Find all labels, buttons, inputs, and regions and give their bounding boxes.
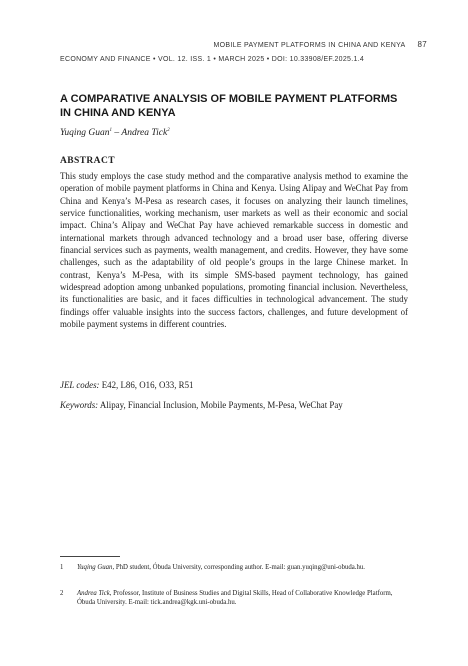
author-2: Andrea Tick	[121, 128, 168, 139]
footnote-text	[77, 589, 408, 607]
author-1-footnote-mark: 1	[109, 128, 113, 133]
page-number: 87	[417, 40, 427, 49]
footnote-2	[60, 589, 408, 607]
footnote-number: 1	[60, 564, 64, 571]
author-2-footnote-mark: 2	[167, 128, 170, 133]
running-head	[60, 40, 427, 49]
abstract-heading: ABSTRACT	[60, 156, 115, 166]
journal-citation-line: ECONOMY AND FINANCE • VOL. 12. ISS. 1 • MARCH 2025 • DOI: 10.33908/EF.2025.1.4	[60, 56, 365, 63]
paper-title: A COMPARATIVE ANALYSIS OF MOBILE PAYMENT PLATFORMS IN CHINA AND KENYA	[60, 93, 398, 119]
footnote-text	[77, 563, 408, 572]
footnote-author-name: Yuqing Guan,	[77, 564, 115, 571]
author-1: Yuqing Guan	[60, 128, 110, 139]
footnote-body: PhD student, Óbuda University, corresponding author. E-mail: guan.yuqing@uni-obuda.hu.	[114, 564, 365, 571]
footnote-1	[60, 563, 408, 572]
running-head-title: MOBILE PAYMENT PLATFORMS IN CHINA AND KENYA	[213, 42, 406, 49]
jel-label: JEL codes:	[60, 380, 100, 390]
footnote-number: 2	[60, 590, 64, 597]
jel-values: E42, L86, O16, O33, R51	[99, 380, 194, 390]
keywords	[60, 400, 343, 410]
footnote-divider	[60, 556, 120, 557]
author-line	[60, 128, 170, 138]
author-separator: –	[112, 128, 122, 139]
keywords-values: Alipay, Financial Inclusion, Mobile Payments, M-Pesa, WeChat Pay	[98, 400, 343, 410]
footnote-body: Professor, Institute of Business Studies and Digital Skills, Head of Collaborative Knowledge Platform, Óbuda University. E-mail: tick.andrea@kgk.uni-obuda.hu.	[77, 590, 393, 606]
abstract-text: This study employs the case study method and the comparative analysis method to examine the operation of mobile payment platforms in China and Kenya. Using Alipay and WeChat Pay from China and Kenya’s M-Pesa as research cases, it focuses on analyzing their launch timelines, service functionalities, working mechanism, user markets as well as their economic and social impact. China’s Alipay and WeChat Pay have achieved remarkable success in domestic and international markets through advanced technology and a broad user base, offering diverse financial services such as payments, wealth management, and credits. However, they have some challenges, such as the adaptability of old people’s groups in the large Chinese market. In contrast, Kenya’s M-Pesa, with its simple SMS-based payment technology, has gained widespread adoption among unbanked populations, promoting financial inclusion. Nevertheless, its functionalities are basic, and it faces difficulties in technological advancement. The study findings offer valuable insights into the success factors, challenges, and future development of mobile payment systems in different countries.	[60, 171, 408, 330]
keywords-label: Keywords:	[60, 400, 99, 410]
footnote-author-name: Andrea Tick,	[77, 590, 112, 597]
jel-codes	[60, 380, 193, 390]
